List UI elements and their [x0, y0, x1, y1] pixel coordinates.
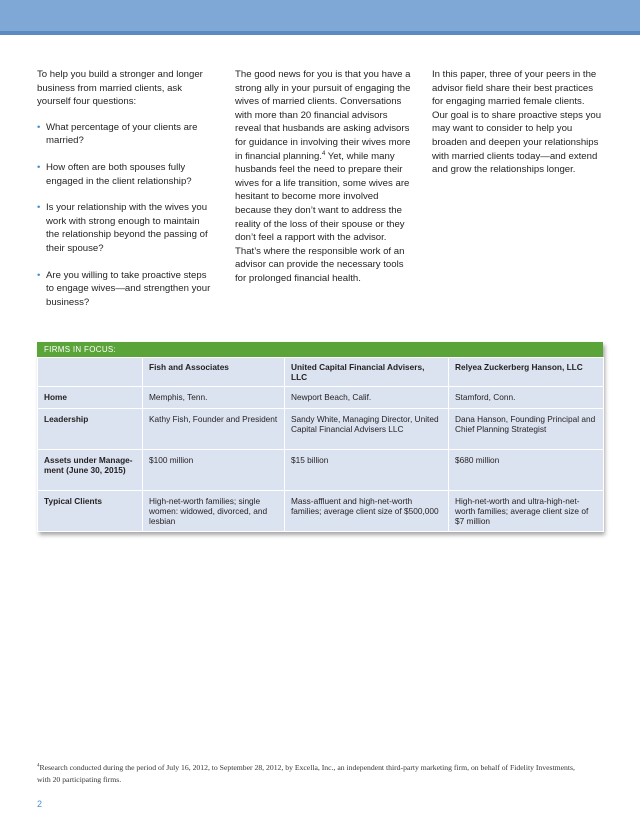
- question-text: What percentage of your clients are married?: [46, 121, 198, 147]
- good-news-text-a: The good news for you is that you have a strong ally in your pursuit of engaging the wives of married clients. Conversations with more than 20 financial advisors reveal that husbands are asking advisors for guidance in involving their wives more in financial planning.: [235, 69, 411, 162]
- table-cell: $15 billion: [285, 449, 449, 490]
- table-cell: Sandy White, Managing Director, United Capital Financial Advisers LLC: [285, 408, 449, 449]
- page-number: 2: [37, 799, 43, 809]
- table-row: [38, 449, 604, 490]
- footnote: [37, 762, 577, 785]
- column-one: [37, 68, 215, 322]
- question-item: [37, 161, 215, 188]
- footnote-marker: 4: [37, 763, 40, 769]
- column-two: [235, 68, 413, 286]
- bullet-dot-icon: •: [37, 269, 41, 281]
- table-cell: Memphis, Tenn.: [143, 387, 285, 408]
- table-cell: Kathy Fish, Founder and President: [143, 408, 285, 449]
- question-list: [37, 121, 215, 310]
- table-header-cell: Fish and Associates: [143, 358, 285, 387]
- table-row: [38, 387, 604, 408]
- top-header-rule: [0, 31, 640, 35]
- table-cell: Mass-affluent and high-net-worth families; average client size of $500,000: [285, 490, 449, 532]
- footnote-text: Research conducted during the period of July 16, 2012, to September 28, 2012, by Excella, Inc., an independent third-party marketing firm, on behalf of Fidelity Investments, with 20 participating firms.: [37, 763, 575, 784]
- bullet-dot-icon: •: [37, 202, 41, 214]
- table-cell: High-net-worth families; single women: widowed, divorced, and lesbian: [143, 490, 285, 532]
- table-cell: Stamford, Conn.: [449, 387, 604, 408]
- firms-in-focus-header: FIRMS IN FOCUS:: [37, 342, 603, 357]
- table-row: [38, 490, 604, 532]
- table-header-cell: [38, 358, 143, 387]
- bullet-dot-icon: •: [37, 161, 41, 173]
- question-item: [37, 201, 215, 255]
- good-news-paragraph: [235, 68, 413, 286]
- table-cell: Dana Hanson, Founding Principal and Chief Planning Strategist: [449, 408, 604, 449]
- table-cell: $100 million: [143, 449, 285, 490]
- table-cell: $680 million: [449, 449, 604, 490]
- question-text: Are you willing to take proactive steps to engage wives—and strengthen your business?: [46, 269, 211, 308]
- intro-paragraph: To help you build a stronger and longer business from married clients, ask yourself four questions:: [37, 69, 203, 108]
- row-label: Leadership: [38, 408, 143, 449]
- top-header-band: [0, 0, 640, 31]
- table-header-cell: Relyea Zuckerberg Hanson, LLC: [449, 358, 604, 387]
- question-item: [37, 121, 215, 148]
- row-label: Home: [38, 387, 143, 408]
- question-item: [37, 269, 215, 310]
- question-text: How often are both spouses fully engaged in the client relationship?: [46, 161, 192, 187]
- good-news-text-b: Yet, while many husbands feel the need to prepare their wives for a life transition, some wives are hesitant to become more involved because they don’t want to address the reality of the loss of their spouse or they don’t feel a rapport with the advisor. That’s where the responsible work of an advisor can provide the necessary tools for prolonged financial health.: [235, 150, 410, 284]
- bullet-dot-icon: •: [37, 121, 41, 133]
- row-label: Typical Clients: [38, 490, 143, 532]
- table-cell: High-net-worth and ultra-high-net-worth families; average client size of $7 million: [449, 490, 604, 532]
- table-cell: Newport Beach, Calif.: [285, 387, 449, 408]
- table-header-cell: United Capital Financial Advisers, LLC: [285, 358, 449, 387]
- column-three: [432, 68, 602, 177]
- footnote-reference[interactable]: 4: [321, 150, 326, 157]
- row-label: Assets under Manage-ment (June 30, 2015): [38, 449, 143, 490]
- paper-overview-paragraph: In this paper, three of your peers in the advisor field share their best practices for engaging married female clients. Our goal is to share proactive steps you may want to consider to help you broaden and deepen your relationships with married clients today—and extend and grow the relationships longer.: [432, 69, 602, 176]
- table-row: [38, 408, 604, 449]
- firms-in-focus-panel: [37, 342, 603, 532]
- table-header-row: [38, 358, 604, 387]
- question-text: Is your relationship with the wives you work with strong enough to maintain the relationship beyond the passing of their spouse?: [46, 202, 208, 254]
- firms-table: [37, 357, 604, 532]
